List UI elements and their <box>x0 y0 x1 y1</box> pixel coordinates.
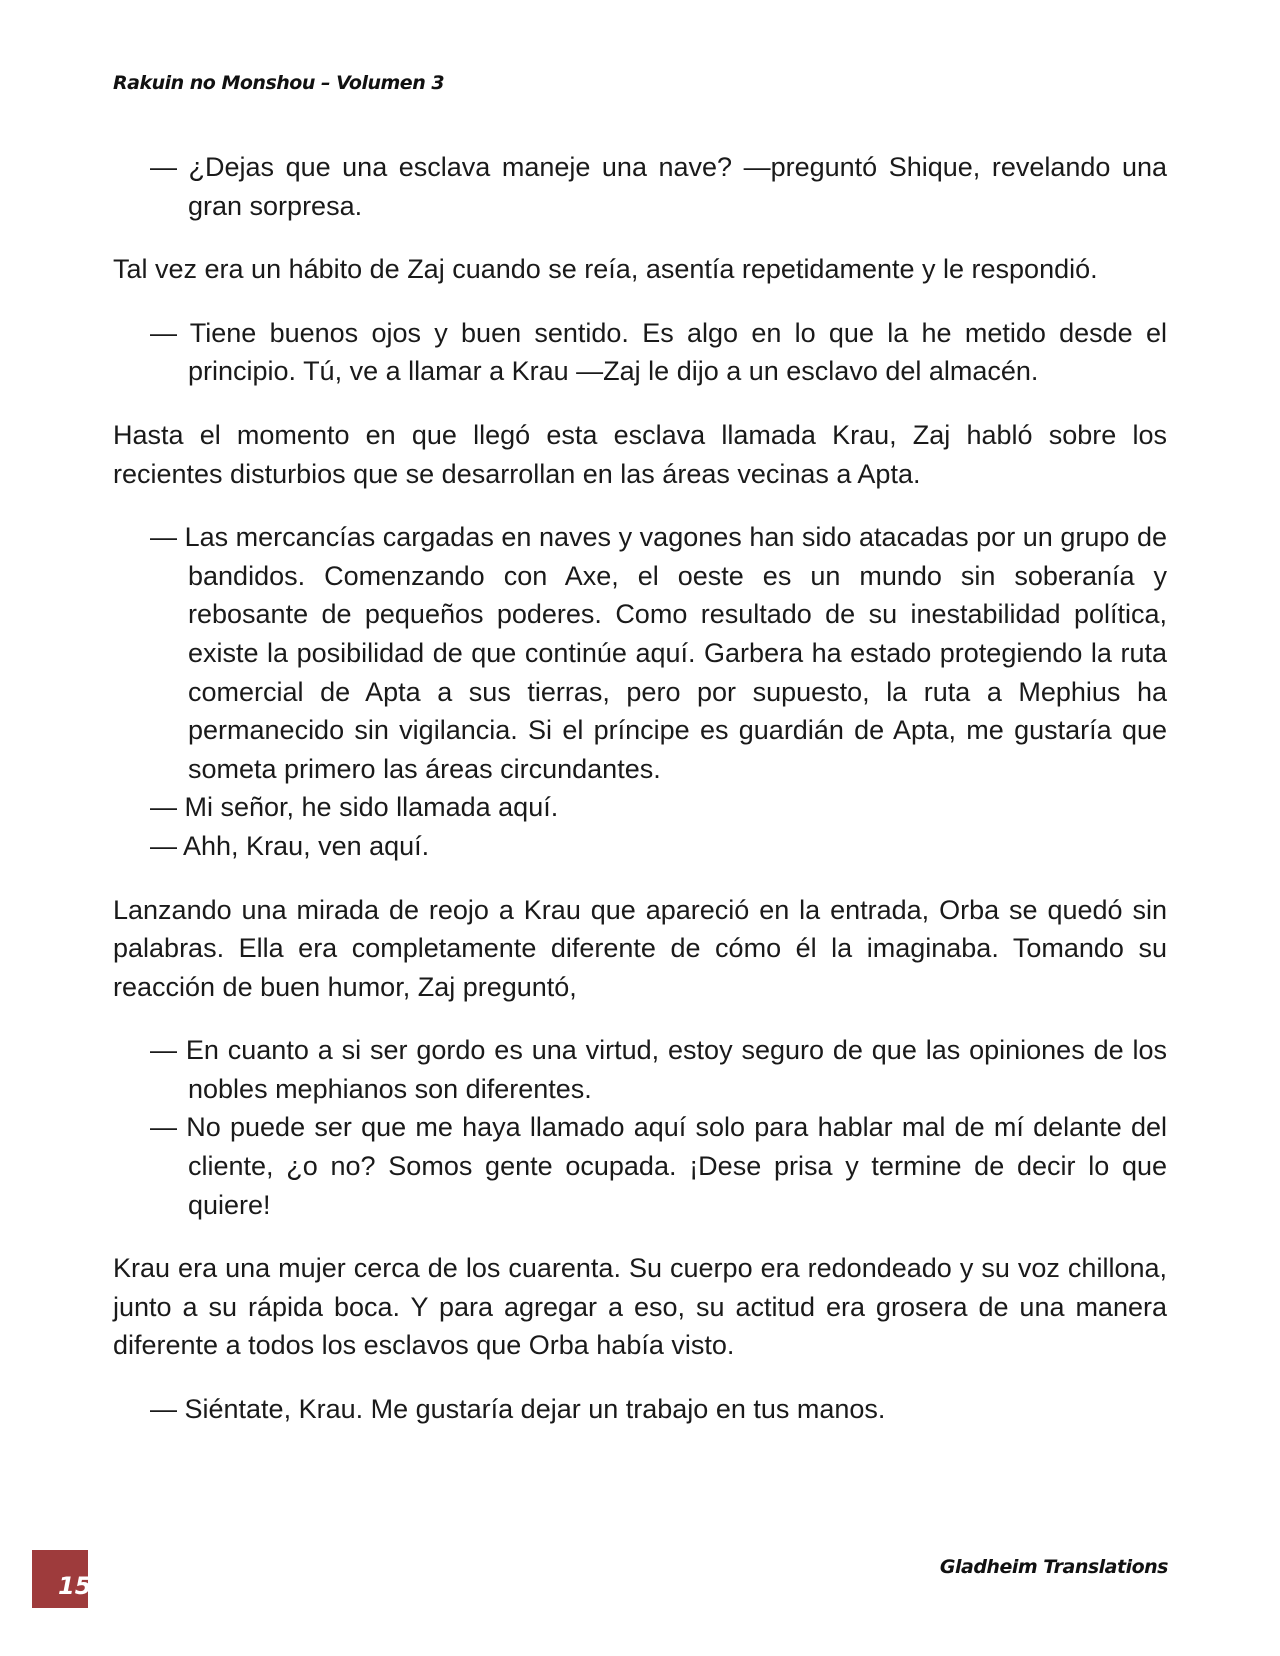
dialogue-group <box>113 148 1167 225</box>
running-header: Rakuin no Monshou – Volumen 3 <box>113 72 445 94</box>
narration-paragraph: Tal vez era un hábito de Zaj cuando se reía, asentía repetidamente y le respondió. <box>113 254 1098 285</box>
page-number-underline <box>32 1608 88 1611</box>
dialogue-line: — En cuanto a si ser gordo es una virtud, estoy seguro de que las opiniones de los nobles mephianos son diferentes. <box>150 1035 1167 1104</box>
dialogue-line: — Mi señor, he sido llamada aquí. <box>150 792 559 823</box>
page-number: 15 <box>58 1572 92 1600</box>
dialogue-group <box>113 314 1167 391</box>
dialogue-line: — Las mercancías cargadas en naves y vagones han sido atacadas por un grupo de bandidos. Comenzando con Axe, el oeste es un mundo sin soberanía y rebosante de pequeños poderes. Como resultado de su inestabilidad política, existe la posibilidad de que continúe aquí. Garbera ha estado protegiendo la ruta comercial de Apta a sus tierras, pero por supuesto, la ruta a Mephius ha permanecido sin vigilancia. Si el príncipe es guardián de Apta, me gustaría que someta primero las áreas circundantes. <box>150 522 1167 784</box>
narration-paragraph: Hasta el momento en que llegó esta esclava llamada Krau, Zaj habló sobre los recientes disturbios que se desarrollan en las áreas vecinas a Apta. <box>113 419 1167 489</box>
dialogue-line: — No puede ser que me haya llamado aquí solo para hablar mal de mí delante del cliente, ¿o no? Somos gente ocupada. ¡Dese prisa y termine de decir lo que quiere! <box>150 1112 1167 1220</box>
narration-paragraph: Lanzando una mirada de reojo a Krau que apareció en la entrada, Orba se quedó sin palabras. Ella era completamente diferente de cómo él la imaginaba. Tomando su reacción de buen humor, Zaj preguntó, <box>113 894 1167 1002</box>
narration-paragraph: Krau era una mujer cerca de los cuarenta. Su cuerpo era redondeado y su voz chillona, junto a su rápida boca. Y para agregar a eso, su actitud era grosera de una manera diferente a todos los esclavos que Orba había visto. <box>113 1253 1167 1361</box>
dialogue-line: — Tiene buenos ojos y buen sentido. Es algo en lo que la he metido desde el principio. Tú, ve a llamar a Krau —Zaj le dijo a un esclavo del almacén. <box>150 317 1167 387</box>
dialogue-line: — Siéntate, Krau. Me gustaría dejar un trabajo en tus manos. <box>150 1394 886 1425</box>
dialogue-line: — ¿Dejas que una esclava maneje una nave? —preguntó Shique, revelando una gran sorpresa. <box>150 152 1167 221</box>
dialogue-group <box>113 1390 1167 1429</box>
dialogue-group <box>113 1031 1167 1224</box>
dialogue-line: — Ahh, Krau, ven aquí. <box>150 830 430 861</box>
footer-credit: Gladheim Translations <box>939 1556 1168 1578</box>
dialogue-group <box>113 518 1167 865</box>
page-body <box>113 148 1167 1454</box>
